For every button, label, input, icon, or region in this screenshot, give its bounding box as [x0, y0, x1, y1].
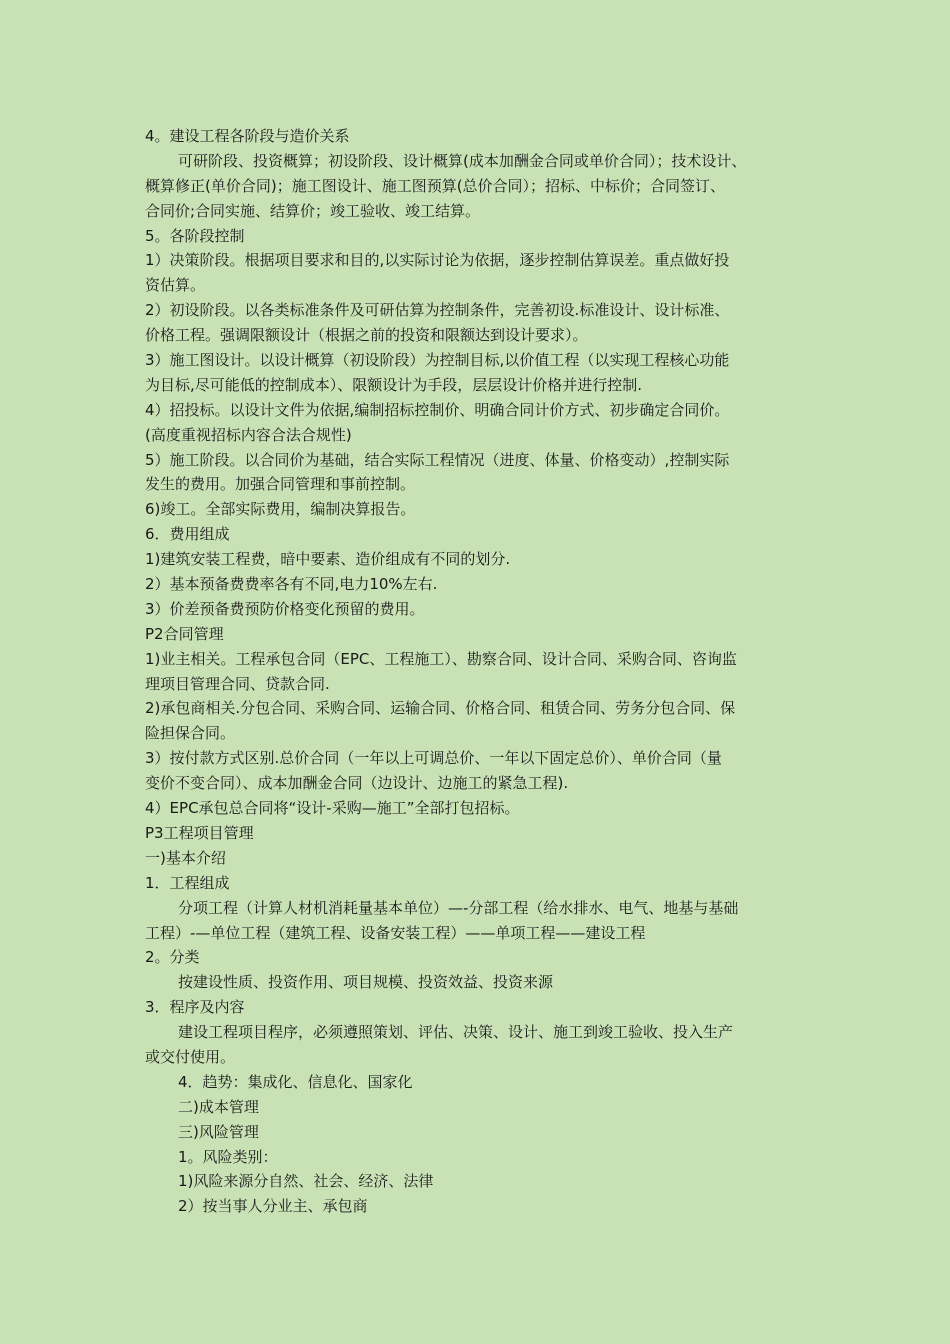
text-line: 变价不变合同）、成本加酬金合同（边设计、边施工的紧急工程). [145, 774, 569, 793]
text-line: 4）EPC承包总合同将“设计-采购—施工”全部打包招标。 [145, 799, 520, 818]
text-line: 险担保合同。 [145, 724, 236, 743]
text-line: 2)承包商相关.分包合同、采购合同、运输合同、价格合同、租赁合同、劳务分包合同、保 [145, 699, 736, 718]
text-line: 1．工程组成 [145, 873, 230, 892]
text-line: 概算修正(单价合同)；施工图设计、施工图预算(总价合同）；招标、中标价；合同签订、 [145, 176, 726, 195]
text-line: 6)竣工。全部实际费用，编制决算报告。 [145, 500, 416, 519]
text-line: 6．费用组成 [145, 525, 230, 544]
text-line: P2合同管理 [145, 624, 224, 643]
text-line: 1)业主相关。工程承包合同（EPC、工程施工）、勘察合同、设计合同、采购合同、咨询监 [145, 649, 737, 668]
text-line: 4。建设工程各阶段与造价关系 [145, 127, 350, 145]
text-line: 资估算。 [145, 276, 206, 295]
text-line: 5）施工阶段。以合同价为基础，结合实际工程情况（进度、体量、价格变动）,控制实际 [145, 450, 730, 469]
text-line: P3工程项目管理 [145, 823, 254, 842]
text-line: 1）决策阶段。根据项目要求和目的,以实际讨论为依据，逐步控制估算误差。重点做好投 [145, 251, 730, 270]
text-line: 1。风险类别： [178, 1147, 278, 1166]
text-line: 4）招投标。以设计文件为依据,编制招标控制价、明确合同计价方式、初步确定合同价。 [145, 400, 730, 419]
text-line: 3）施工图设计。以设计概算（初设阶段）为控制目标,以价值工程（以实现工程核心功能 [145, 351, 730, 370]
text-line: 2）按当事人分业主、承包商 [178, 1197, 368, 1216]
text-line: 分项工程（计算人材机消耗量基本单位）—-分部工程（给水排水、电气、地基与基础 [178, 898, 739, 917]
text-line: 按建设性质、投资作用、项目规模、投资效益、投资来源 [178, 973, 554, 992]
text-line: 3）价差预备费预防价格变化预留的费用。 [145, 599, 425, 618]
document-page [145, 124, 810, 1219]
text-line: 2）初设阶段。以各类标准条件及可研估算为控制条件，完善初设.标准设计、设计标准、 [145, 301, 730, 320]
text-line: 5。各阶段控制 [145, 226, 245, 245]
text-line: 建设工程项目程序，必须遵照策划、评估、决策、设计、施工到竣工验收、投入生产 [178, 1023, 734, 1042]
text-line: (高度重视招标内容合法合规性) [145, 425, 352, 444]
text-line: 1)建筑安装工程费，暗中要素、造价组成有不同的划分. [145, 550, 511, 569]
text-line: 二)成本管理 [178, 1097, 259, 1116]
text-line: 为目标,尽可能低的控制成本）、限额设计为手段，层层设计价格并进行控制. [145, 375, 643, 394]
text-line: 4．趋势：集成化、信息化、国家化 [178, 1072, 413, 1091]
text-line: 3．程序及内容 [145, 998, 245, 1017]
text-line: 1)风险来源分自然、社会、经济、法律 [178, 1172, 434, 1191]
text-line: 一)基本介绍 [145, 848, 226, 867]
text-line: 合同价;合同实施、结算价；竣工验收、竣工结算。 [145, 201, 481, 220]
text-line: 或交付使用。 [145, 1047, 236, 1066]
text-line: 可研阶段、投资概算；初设阶段、设计概算(成本加酬金合同或单价合同）；技术设计、 [178, 151, 747, 170]
text-line: 2）基本预备费费率各有不同,电力10%左右. [145, 575, 438, 594]
text-line: 发生的费用。加强合同管理和事前控制。 [145, 475, 416, 494]
text-line: 2。分类 [145, 948, 200, 967]
text-line: 三)风险管理 [178, 1122, 259, 1141]
text-line: 理项目管理合同、贷款合同. [145, 674, 330, 693]
text-line: 工程）-—单位工程（建筑工程、设备安装工程）——单项工程——建设工程 [145, 923, 646, 942]
text-line: 价格工程。强调限额设计（根据之前的投资和限额达到设计要求）。 [145, 326, 588, 345]
text-line: 3）按付款方式区别.总价合同（一年以上可调总价、一年以下固定总价）、单价合同（量 [145, 749, 722, 768]
